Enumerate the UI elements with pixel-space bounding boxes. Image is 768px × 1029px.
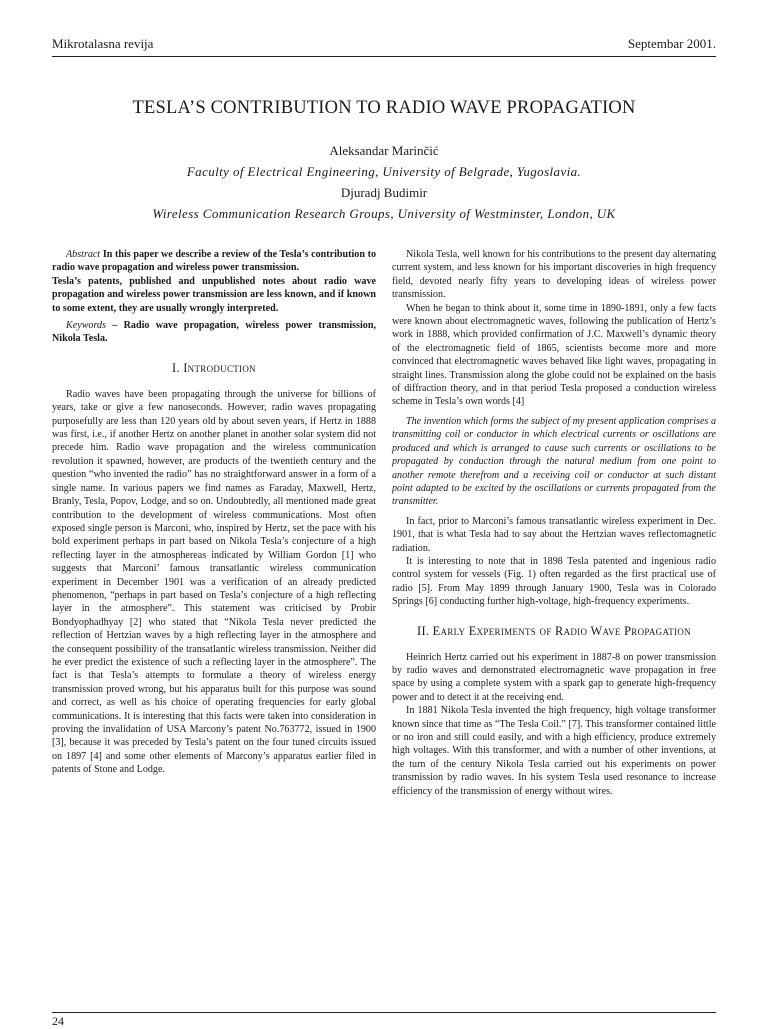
paragraph: Radio waves have been propagating through the universe for billions of years, take or give a few nanoseconds. However, radio waves propagating purposefully are less than 120 years old by about seven years, if Hertz in 1888 was first, i.e., if another Hertz on another planet in another solar system did not precede him. Radio wave propagation and the wireless communication revolution it spawned, however, are products of the twentieth century and the question “who invented the radio” has no straightforward answer in a form of a single name. In various papers we find names as Faraday, Maxwell, Hertz, Branly, Tesla, Popov, Lodge, and so on. Undoubtedly, all mentioned made great contribution to the development of wireless communications. Most often exposed single person is Marconi, who, inspired by Hertz, set the pace with his bold experiment perhaps in part based on Nikola Tesla’s conjecture of a high reflecting layer in the atmosphereas indicated by William Gordon [1] who suggests that Marconi’ famous transatlantic wireless communication experiment in December 1901 was a verification of an already predicted phenomenon, “perhaps in part based on Tesla’s conjecture of a high reflecting layer in the atmosphere”. This statement was criticised by Probir Bondyophadhyay [2] who stated that “Nikola Tesla never predicted the reflection of Hertzian waves by a high reflecting layer in the atmosphere and the consequent possibility of the transatlantic wireless transmission. Neither did he ever predict the existence of such a reflecting layer in the atmosphere”. The fact is that Tesla’s attempts to formulate a theory of wireless energy transmission proved wrong, but his apparatus built for this purpose was sound and correct, as well as his choice of operating frequencies for early global communications. It is interesting that this facts were taken into consideration in proving the invalidation of USA Marcony’s patent No.763772, issued in 1900 [3], because it was preceded by Tesla’s patent on the four tuned circuits issued on 1897 [4] and some other elements of Marcony’s apparatus earlier filed in patents of Stone and Lodge. [52,388,376,776]
right-column [392,248,716,798]
page-number: 24 [52,1014,64,1028]
author-affiliation: Wireless Communication Research Groups, University of Westminster, London, UK [152,206,616,221]
paragraph: Nikola Tesla, well known for his contributions to the present day alternating current system, and less known for his important discoveries in high frequency field, devoted nearly fifty years to developing ideas of wireless power transmission. [392,249,716,301]
paragraph: It is interesting to note that in 1898 Tesla patented and ingenious radio control system for vessels (Fig. 1) often regarded as the first practical use of radio [5]. From May 1899 through January 1900, Tesla was in Colorado Springs [6] conducting further high-voltage, high-frequency experiments. [392,555,716,608]
footer-rule [52,1012,716,1013]
author-block [40,140,728,224]
abstract [52,248,376,315]
keywords-label: Keywords [66,320,107,332]
paragraph: Heinrich Hertz carried out his experiment in 1887-8 on power transmission by radio waves and demonstrated electromagnetic wave propagation in free space by using a complete system with a spark gap to generate high-frequency power and to detect it at the receiving end. [392,651,716,703]
author-affiliation: Faculty of Electrical Engineering, University of Belgrade, Yugoslavia. [186,164,582,179]
abstract-text-1: In this paper we describe a review of the Tesla’s contribution to radio wave propagation and wireless power transmission. [52,249,376,274]
keywords [52,319,376,346]
abstract-text-2: Tesla’s patents, published and unpublished notes about radio wave propagation and wireless power transmission are less known, and if known to some extent, they are usually wrongly interpreted. [52,275,376,314]
paper-title: TESLA’S CONTRIBUTION TO RADIO WAVE PROPAGATION [132,98,636,118]
paragraph: In 1881 Nikola Tesla invented the high frequency, high voltage transformer known since that time as “The Tesla Coil.” [7]. This transformer contained little or no iron and still could easily, and with a high efficiency, produce extremely high voltages. With this transformer, and with a number of other inventions, at the turn of the century Nikola Tesla carried out his experiments on power transmission by radio waves. In his system Tesla used resonance to increase efficiency of the transmission of energy without wires. [392,705,716,797]
section-heading-early-experiments: II. Early Experiments of Radio Wave Propagation [417,623,691,638]
running-header [52,36,716,57]
paragraph: When he began to think about it, some time in 1890-1891, only a few facts were known about electromagnetic waves, following the publication of Hertz’s work in 1888, which provided confirmation of J.C. Maxwell’s dynamic theory of the electromagnetic field of 1865, scientists become more and more convinced that electromagnetic waves behaved like light waves, propagating in straight lines. Transmission along the globe could not be explained on the basis of diffraction theory, and in that period Tesla proposed a conduction wireless scheme in Tesla’s own words [4] [392,302,716,408]
abstract-label: Abstract [66,249,101,260]
keywords-text: – Radio wave propagation, wireless power transmission, Nikola Tesla. [52,320,376,345]
left-column [52,248,376,777]
journal-name: Mikrotalasna revija [52,36,154,51]
issue-date: Septembar 2001. [627,36,716,51]
patent-quote: The invention which forms the subject of my present application comprises a transmitting coil or conductor in which electrical currents or oscillations are produced and which is arranged to cause such currents or oscillations to be propagated by conduction through the natural medium from one point to another remote therefrom and a receiving coil or conductor at such distant point adapted to be excited by the oscillations or currents propagated from the transmitter. [392,415,716,508]
author-name: Djuradj Budimir [340,185,428,200]
section-heading-introduction: I. Introduction [172,360,256,375]
paragraph: In fact, prior to Marconi’s famous transatlantic wireless experiment in Dec. 1901, that is what Tesla had to say about the Hertzian waves reflectomagnetic radiation. [392,515,716,554]
author-name: Aleksandar Marinčić [329,143,439,158]
